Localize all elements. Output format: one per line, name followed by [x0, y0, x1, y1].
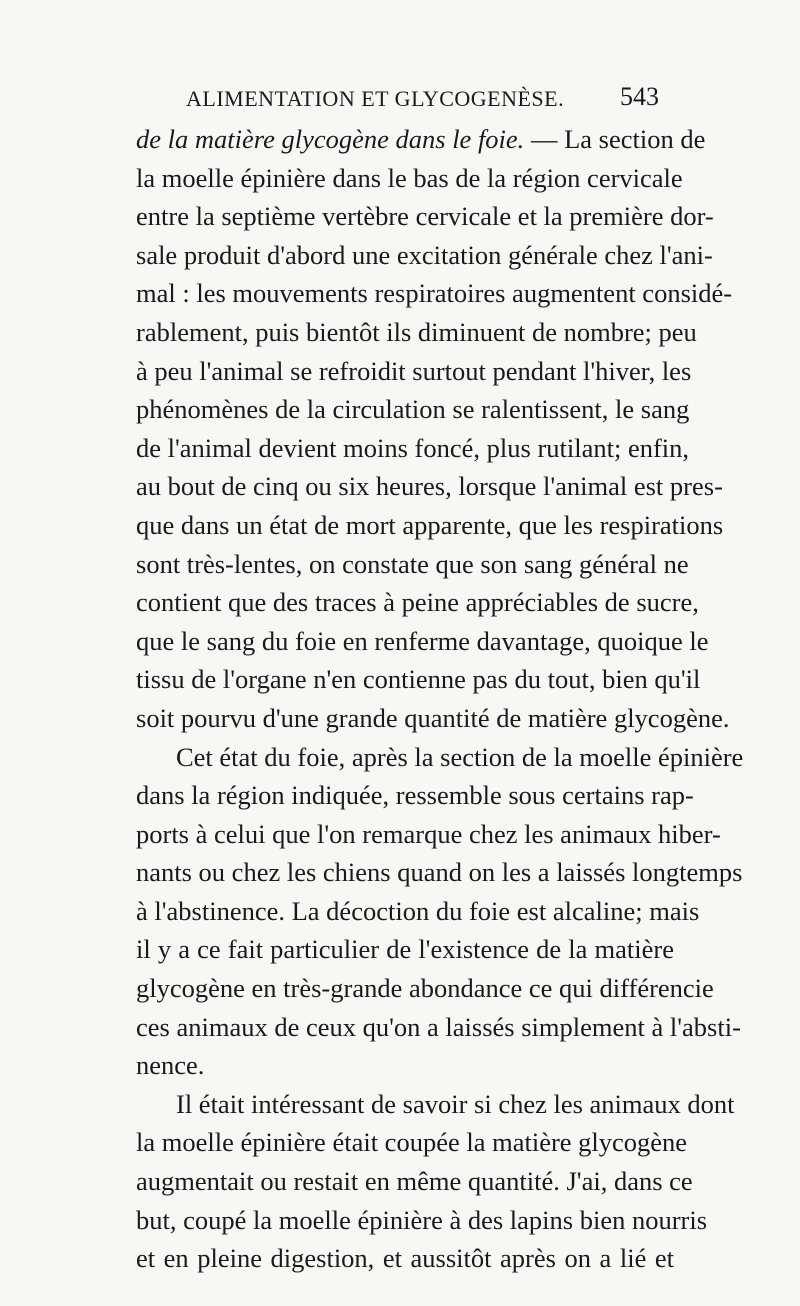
text-line: Cet état du foie, après la section de la moelle épinière: [176, 741, 744, 772]
text-line: rablement, puis bientôt ils diminuent de nombre; peu: [136, 316, 697, 347]
text-line: que le sang du foie en renferme davantage, quoique le: [136, 625, 709, 656]
text-line: ports à celui que l'on remarque chez les animaux hiber-: [136, 818, 721, 849]
text-line: nence.: [136, 1050, 205, 1081]
text-line: contient que des traces à peine appréciables de sucre,: [136, 587, 699, 618]
text-line: au bout de cinq ou six heures, lorsque l'animal est pres-: [136, 471, 723, 502]
text-line: soit pourvu d'une grande quantité de matière glycogène.: [136, 702, 730, 733]
text-line: dans la région indiquée, ressemble sous certains rap-: [136, 780, 694, 811]
text-line: la moelle épinière dans le bas de la région cervicale: [136, 162, 683, 193]
text-line: il y a ce fait particulier de l'existence de la matière: [136, 934, 674, 965]
text-line: phénomènes de la circulation se ralentissent, le sang: [136, 394, 690, 425]
text-line: Il était intéressant de savoir si chez les animaux dont: [176, 1088, 735, 1119]
text-line: de la matière glycogène dans le foie. — La section de: [136, 124, 706, 154]
page-number: 543: [620, 82, 659, 111]
text-line: entre la septième vertèbre cervicale et la première dor-: [136, 201, 714, 232]
text-line: mal : les mouvements respiratoires augmentent considé-: [136, 278, 733, 309]
text-line: la moelle épinière était coupée la matière glycogène: [136, 1127, 688, 1158]
text-line: à peu l'animal se refroidit surtout pendant l'hiver, les: [136, 355, 692, 386]
text-line: augmentait ou restait en même quantité. J'ai, dans ce: [136, 1166, 693, 1197]
text-line: sale produit d'abord une excitation générale chez l'ani-: [136, 239, 713, 270]
text-line: de l'animal devient moins foncé, plus rutilant; enfin,: [136, 432, 690, 463]
text-line: à l'abstinence. La décoction du foie est alcaline; mais: [136, 895, 700, 926]
text-line: ces animaux de ceux qu'on a laissés simplement à l'absti-: [136, 1011, 741, 1042]
text-line: but, coupé la moelle épinière à des lapins bien nourris: [136, 1204, 708, 1235]
running-head: ALIMENTATION ET GLYCOGENÈSE.: [186, 86, 565, 111]
text-line: et en pleine digestion, et aussitôt après on a lié et: [136, 1243, 674, 1274]
text-line: tissu de l'organe n'en contienne pas du tout, bien qu'il: [136, 664, 701, 695]
body-text: [136, 120, 744, 1278]
text-line: que dans un état de mort apparente, que les respirations: [136, 509, 724, 540]
text-line: nants ou chez les chiens quand on les a laissés longtemps: [136, 857, 743, 888]
text-line: glycogène en très-grande abondance ce qui différencie: [136, 973, 714, 1004]
italic-phrase: de la matière glycogène dans le foie.: [136, 124, 525, 154]
text-line: sont très-lentes, on constate que son sang général ne: [136, 548, 689, 579]
